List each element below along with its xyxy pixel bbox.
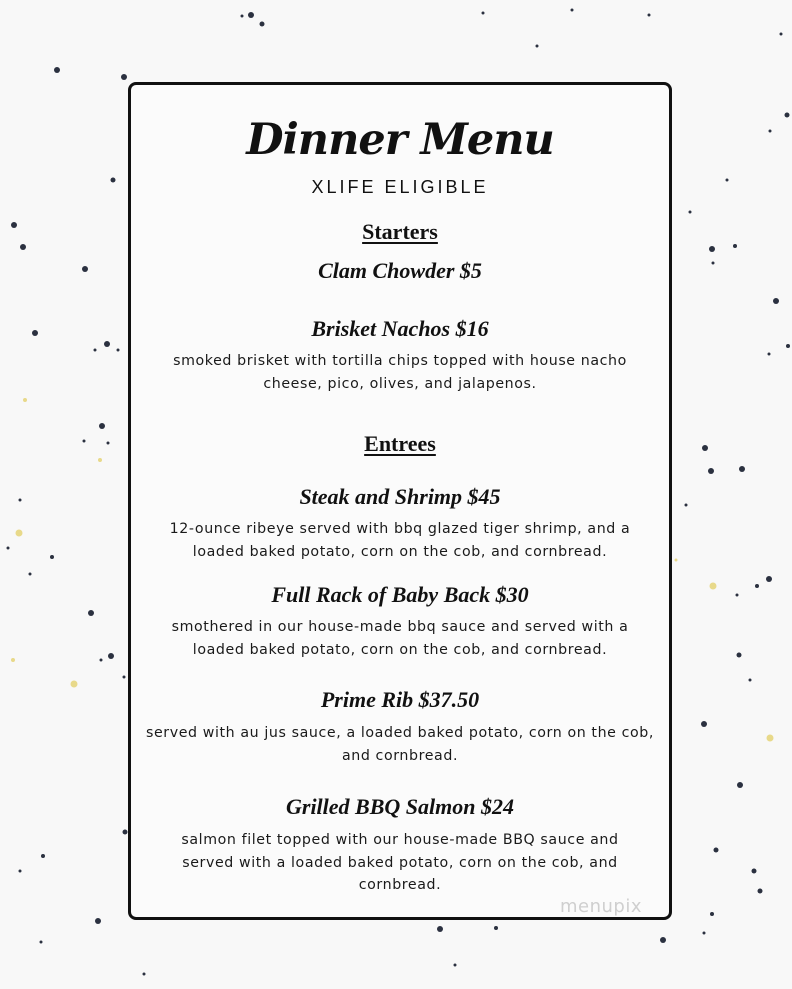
menu-subtitle: XLIFE ELIGIBLE <box>311 177 489 197</box>
menu-item-description: smothered in our house-made bbq sauce and served with a loaded baked potato, corn on the cob, and cornbread. <box>171 619 629 658</box>
menu-title: Dinner Menu <box>246 115 554 165</box>
menu-item-name: Brisket Nachos $16 <box>311 316 489 341</box>
menu-item-name: Steak and Shrimp $45 <box>299 484 501 509</box>
menu-item-description: served with au jus sauce, a loaded baked potato, corn on the cob, and cornbread. <box>145 725 655 764</box>
menu-item-description: smoked brisket with tortilla chips topped with house nacho cheese, pico, olives, and jalapenos. <box>173 353 627 392</box>
menu-item-name: Grilled BBQ Salmon $24 <box>286 794 514 819</box>
section-heading-entrees: Entrees <box>364 431 436 456</box>
menu-card <box>128 82 672 920</box>
menu-item-description: 12-ounce ribeye served with bbq glazed tiger shrimp, and a loaded baked potato, corn on the cob, and cornbread. <box>169 521 631 560</box>
section-heading-starters: Starters <box>362 219 438 244</box>
menu-item-name: Prime Rib $37.50 <box>320 687 480 712</box>
menu-item-name: Full Rack of Baby Back $30 <box>271 582 529 607</box>
menu-item-description: salmon filet topped with our house-made BBQ sauce and served with a loaded baked potato, corn on the cob, and cornbread. <box>181 832 619 893</box>
menu-item-name: Clam Chowder $5 <box>318 258 482 283</box>
watermark: menupix <box>560 896 643 917</box>
